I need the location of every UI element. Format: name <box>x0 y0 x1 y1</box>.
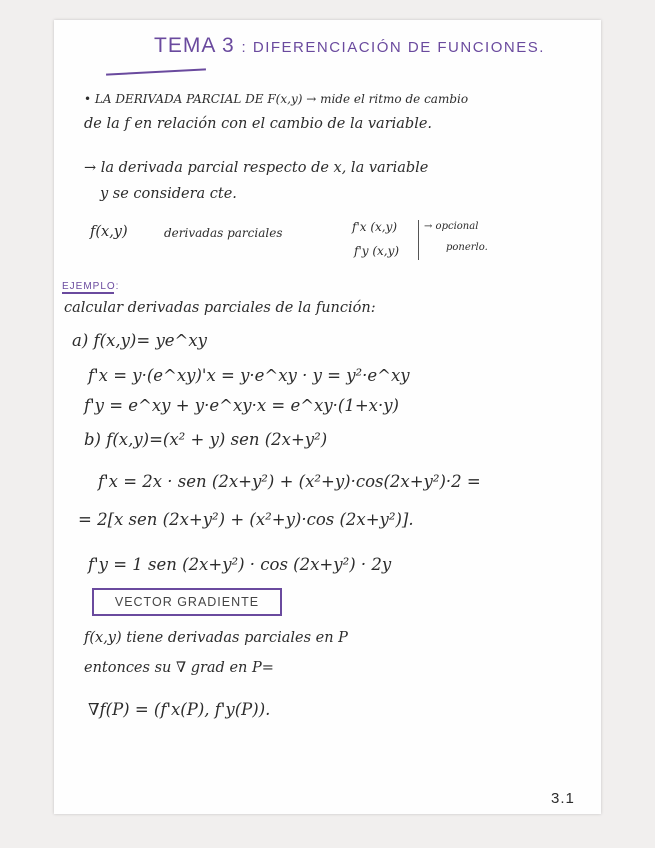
example-b-line-2: = 2[x sen (2x+y²) + (x²+y)·cos (2x+y²)]. <box>78 510 414 529</box>
notation-func: f(x,y) <box>90 224 128 240</box>
note-line-2: y se considera cte. <box>100 186 237 202</box>
notation-side-2: ponerlo. <box>446 242 488 253</box>
page-title <box>154 34 545 58</box>
title-sub: : DIFERENCIACIÓN DE FUNCIONES. <box>241 39 545 56</box>
intro-line-1: • LA DERIVADA PARCIAL DE F(x,y) → mide el ritmo de cambio <box>84 92 469 106</box>
gradient-formula: ∇f(P) = (f'x(P), f'y(P)). <box>88 700 271 719</box>
title-main: TEMA 3 <box>154 34 235 57</box>
gradient-line-1: f(x,y) tiene derivadas parciales en P <box>84 630 348 646</box>
notation-brace <box>414 220 419 260</box>
example-a-label: a) f(x,y)= ye^xy <box>72 331 207 350</box>
example-b-line-3: f'y = 1 sen (2x+y²) · cos (2x+y²) · 2y <box>88 555 392 574</box>
notation-fx: f'x (x,y) <box>352 220 398 234</box>
title-underline <box>106 68 206 75</box>
page-number: 3.1 <box>551 790 575 807</box>
notation-label: derivadas parciales <box>164 226 283 240</box>
example-statement: calcular derivadas parciales de la función: <box>64 300 376 316</box>
example-a-line-1: f'x = y·(e^xy)'x = y·e^xy · y = y²·e^xy <box>88 366 410 385</box>
note-line-1: → la derivada parcial respecto de x, la variable <box>84 160 429 176</box>
notebook-page <box>54 20 601 814</box>
vector-gradiente-box: VECTOR GRADIENTE <box>92 588 282 616</box>
example-b-line-1: f'x = 2x · sen (2x+y²) + (x²+y)·cos(2x+y²)·2 = <box>98 472 481 491</box>
example-heading: EJEMPLO: <box>62 281 120 292</box>
example-a-line-2: f'y = e^xy + y·e^xy·x = e^xy·(1+x·y) <box>84 396 399 415</box>
example-underline <box>62 292 114 294</box>
intro-line-2: de la f en relación con el cambio de la variable. <box>84 116 433 132</box>
example-b-label: b) f(x,y)=(x² + y) sen (2x+y²) <box>84 430 328 449</box>
notation-side-1: → opcional <box>424 221 479 232</box>
gradient-line-2: entonces su ∇ grad en P= <box>84 660 274 676</box>
notation-fy: f'y (x,y) <box>354 244 400 258</box>
